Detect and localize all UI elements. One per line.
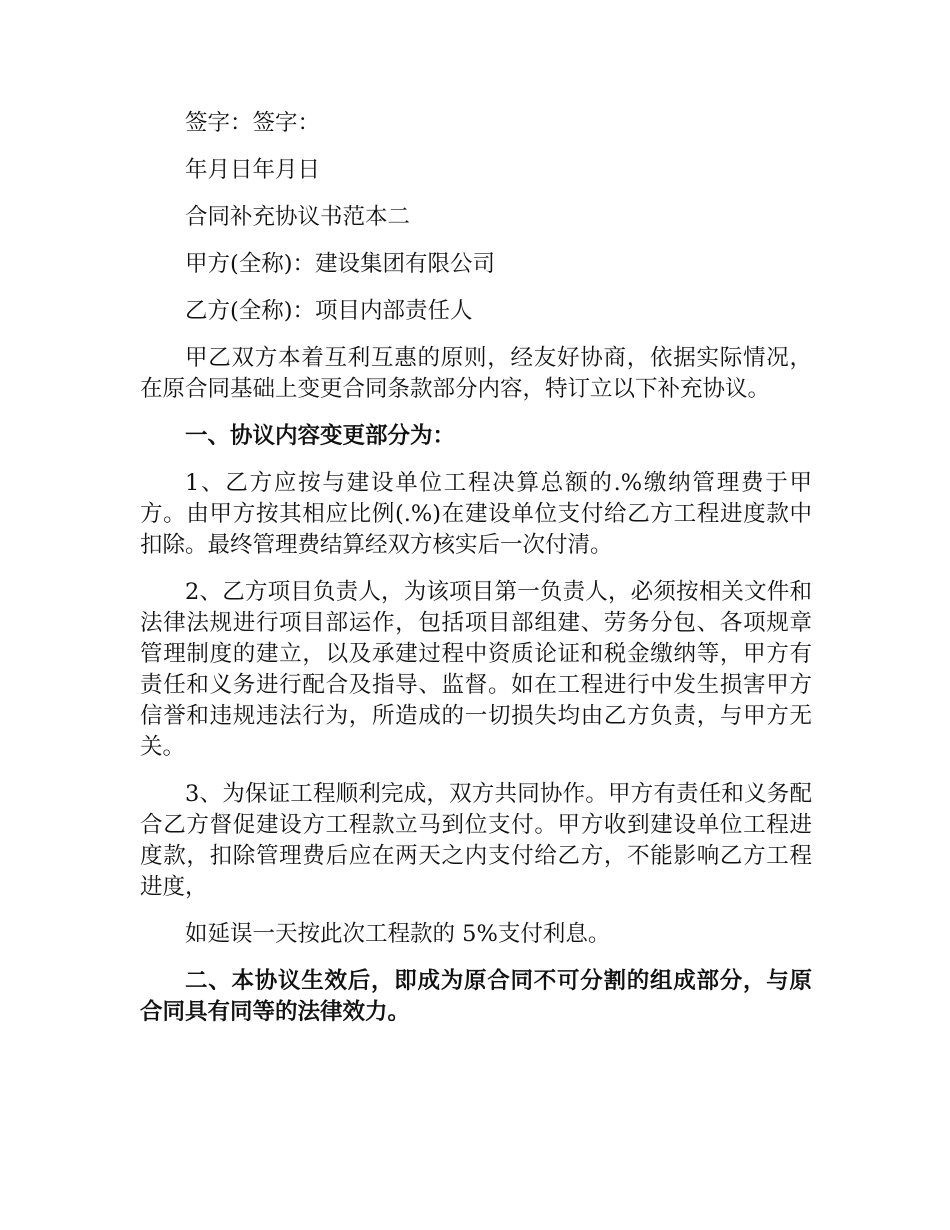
signature-line: 签字：签字：	[185, 110, 321, 136]
section-1-heading: 一、协议内容变更部分为：	[185, 423, 456, 449]
section-2-heading: 二、本协议生效后，即成为原合同不可分割的组成部分，与原合同具有同等的法律效力。	[140, 968, 812, 1025]
clause-2-paragraph: 2、乙方项目负责人，为该项目第一负责人，必须按相关文件和法律法规进行项目部运作，包括项目部组建、劳务分包、各项规章管理制度的建立，以及承建过程中资质论证和税金缴纳等，甲方有责任和义务进行配合及指导、监督。如在工程进行中发生损害甲方信誉和违规违法行为，所造成的一切损失均由乙方负责，与甲方无关。	[140, 579, 812, 760]
party-a-line: 甲方(全称)：建设集团有限公司	[185, 251, 496, 277]
sample-title: 合同补充协议书范本二	[185, 204, 411, 230]
clause-1-paragraph: 1、乙方应按与建设单位工程决算总额的.%缴纳管理费于甲方。由甲方按其相应比例(.%)在建设单位支付给乙方工程进度款中扣除。最终管理费结算经双方核实后一次付清。	[140, 470, 812, 558]
preamble-paragraph: 甲乙双方本着互利互惠的原则，经友好协商，依据实际情况，在原合同基础上变更合同条款部分内容，特订立以下补充协议。	[140, 345, 812, 402]
date-line: 年月日年月日	[185, 157, 321, 183]
party-b-line: 乙方(全称)：项目内部责任人	[185, 298, 473, 324]
document-body	[140, 108, 812, 1044]
delay-interest-paragraph: 如延误一天按此次工程款的 5%支付利息。	[185, 921, 611, 947]
clause-3-paragraph: 3、为保证工程顺利完成，双方共同协作。甲方有责任和义务配合乙方督促建设方工程款立马到位支付。甲方收到建设单位工程进度款，扣除管理费后应在两天之内支付给乙方，不能影响乙方工程进度，	[140, 781, 812, 900]
